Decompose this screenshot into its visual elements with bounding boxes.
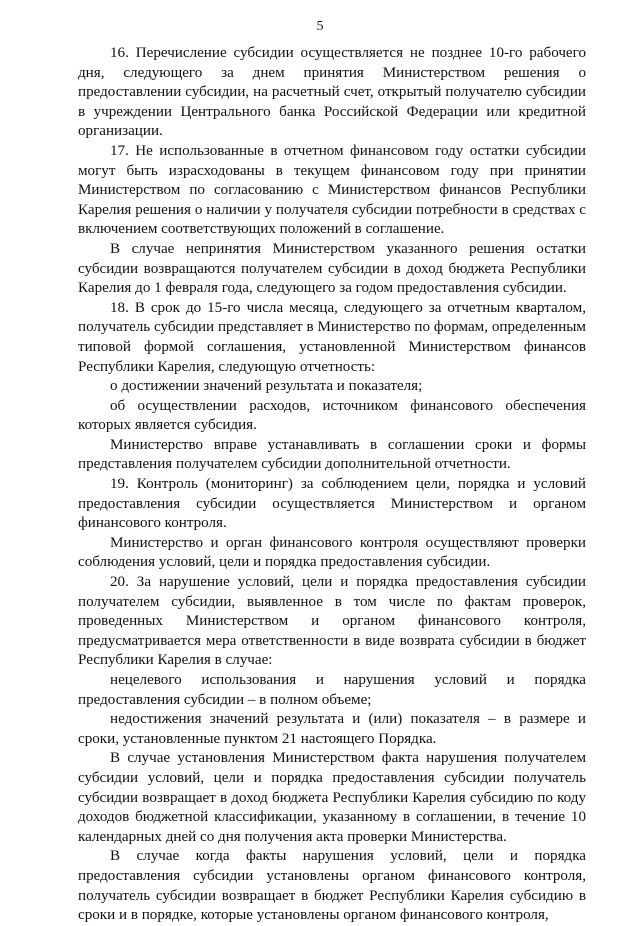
paragraph-20: 20. За нарушение условий, цели и порядка предоставления субсидии получателем субсидии, выявленное в том числе по фактам проверок, проведенных Министерством и органом финансового контроля, предусматривается мера ответственности в виде возврата субсидии в бюджет Республики Карелия в случае:	[78, 574, 586, 669]
paragraph-18-item-result: о достижении значений результата и показателя;	[110, 378, 423, 395]
paragraph-18: 18. В срок до 15-го числа месяца, следующего за отчетным кварталом, получатель субсидии представляет в Министерство по формам, определенным типовой формой соглашения, установленной Министерством финансов Республики Карелия, следующую отчетность:	[78, 299, 586, 375]
document-body	[78, 44, 586, 926]
paragraph-19: 19. Контроль (мониторинг) за соблюдением цели, порядка и условий предоставления субсидии осуществляется Министерством и органом финансового контроля.	[78, 476, 586, 532]
paragraph-20-item-misuse: нецелевого использования и нарушения условий и порядка предоставления субсидии – в полном объеме;	[78, 672, 586, 708]
page-number: 5	[316, 19, 324, 34]
paragraph-17: 17. Не использованные в отчетном финансовом году остатки субсидии могут быть израсходованы в текущем финансовом году при принятии Министерством по согласованию с Министерством финансов Республики Карелия решения о наличии у получателя субсидии потребности в средствах с включением соответствующих положений в соглашение.	[78, 142, 586, 238]
paragraph-19-inspections: Министерство и орган финансового контроля осуществляют проверки соблюдения условий, цели и порядка предоставления субсидии.	[78, 534, 586, 571]
paragraph-20-control-violation: В случае когда факты нарушения условий, цели и порядка предоставления субсидии установлены органом финансового контроля, получатель субсидии возвращает в бюджет Республики Карелия субсидию в сроки и в порядке, которые установлены органом финансового контроля,	[78, 848, 586, 924]
paragraph-16: 16. Перечисление субсидии осуществляется не позднее 10-го рабочего дня, следующего за днем принятия Министерством решения о предоставлении субсидии, на расчетный счет, открытый получателю субсидии в учреждении Центрального банка Российской Федерации или кредитной организации.	[78, 45, 586, 140]
paragraph-20-ministry-violation: В случае установления Министерством факта нарушения получателем субсидии условий, цели и порядка предоставления субсидии получатель субсидии возвращает в доход бюджета Республики Карелия субсидию по коду доходов бюджетной классификации, указанному в соглашении, в течение 10 календарных дней со дня получения акта проверки Министерства.	[78, 750, 586, 845]
paragraph-18-additional: Министерство вправе устанавливать в соглашении сроки и формы представления получателем субсидии дополнительной отчетности.	[78, 436, 586, 473]
paragraph-18-item-expenses: об осуществлении расходов, источником финансового обеспечения которых является субсидия.	[78, 397, 586, 434]
paragraph-20-item-nonachievement: недостижения значений результата и (или) показателя – в размере и сроки, установленные пунктом 21 настоящего Порядка.	[78, 711, 586, 747]
paragraph-17-refund: В случае непринятия Министерством указанного решения остатки субсидии возвращаются получателем субсидии в доход бюджета Республики Карелия до 1 февраля года, следующего за годом предоставления субсидии.	[78, 240, 586, 297]
